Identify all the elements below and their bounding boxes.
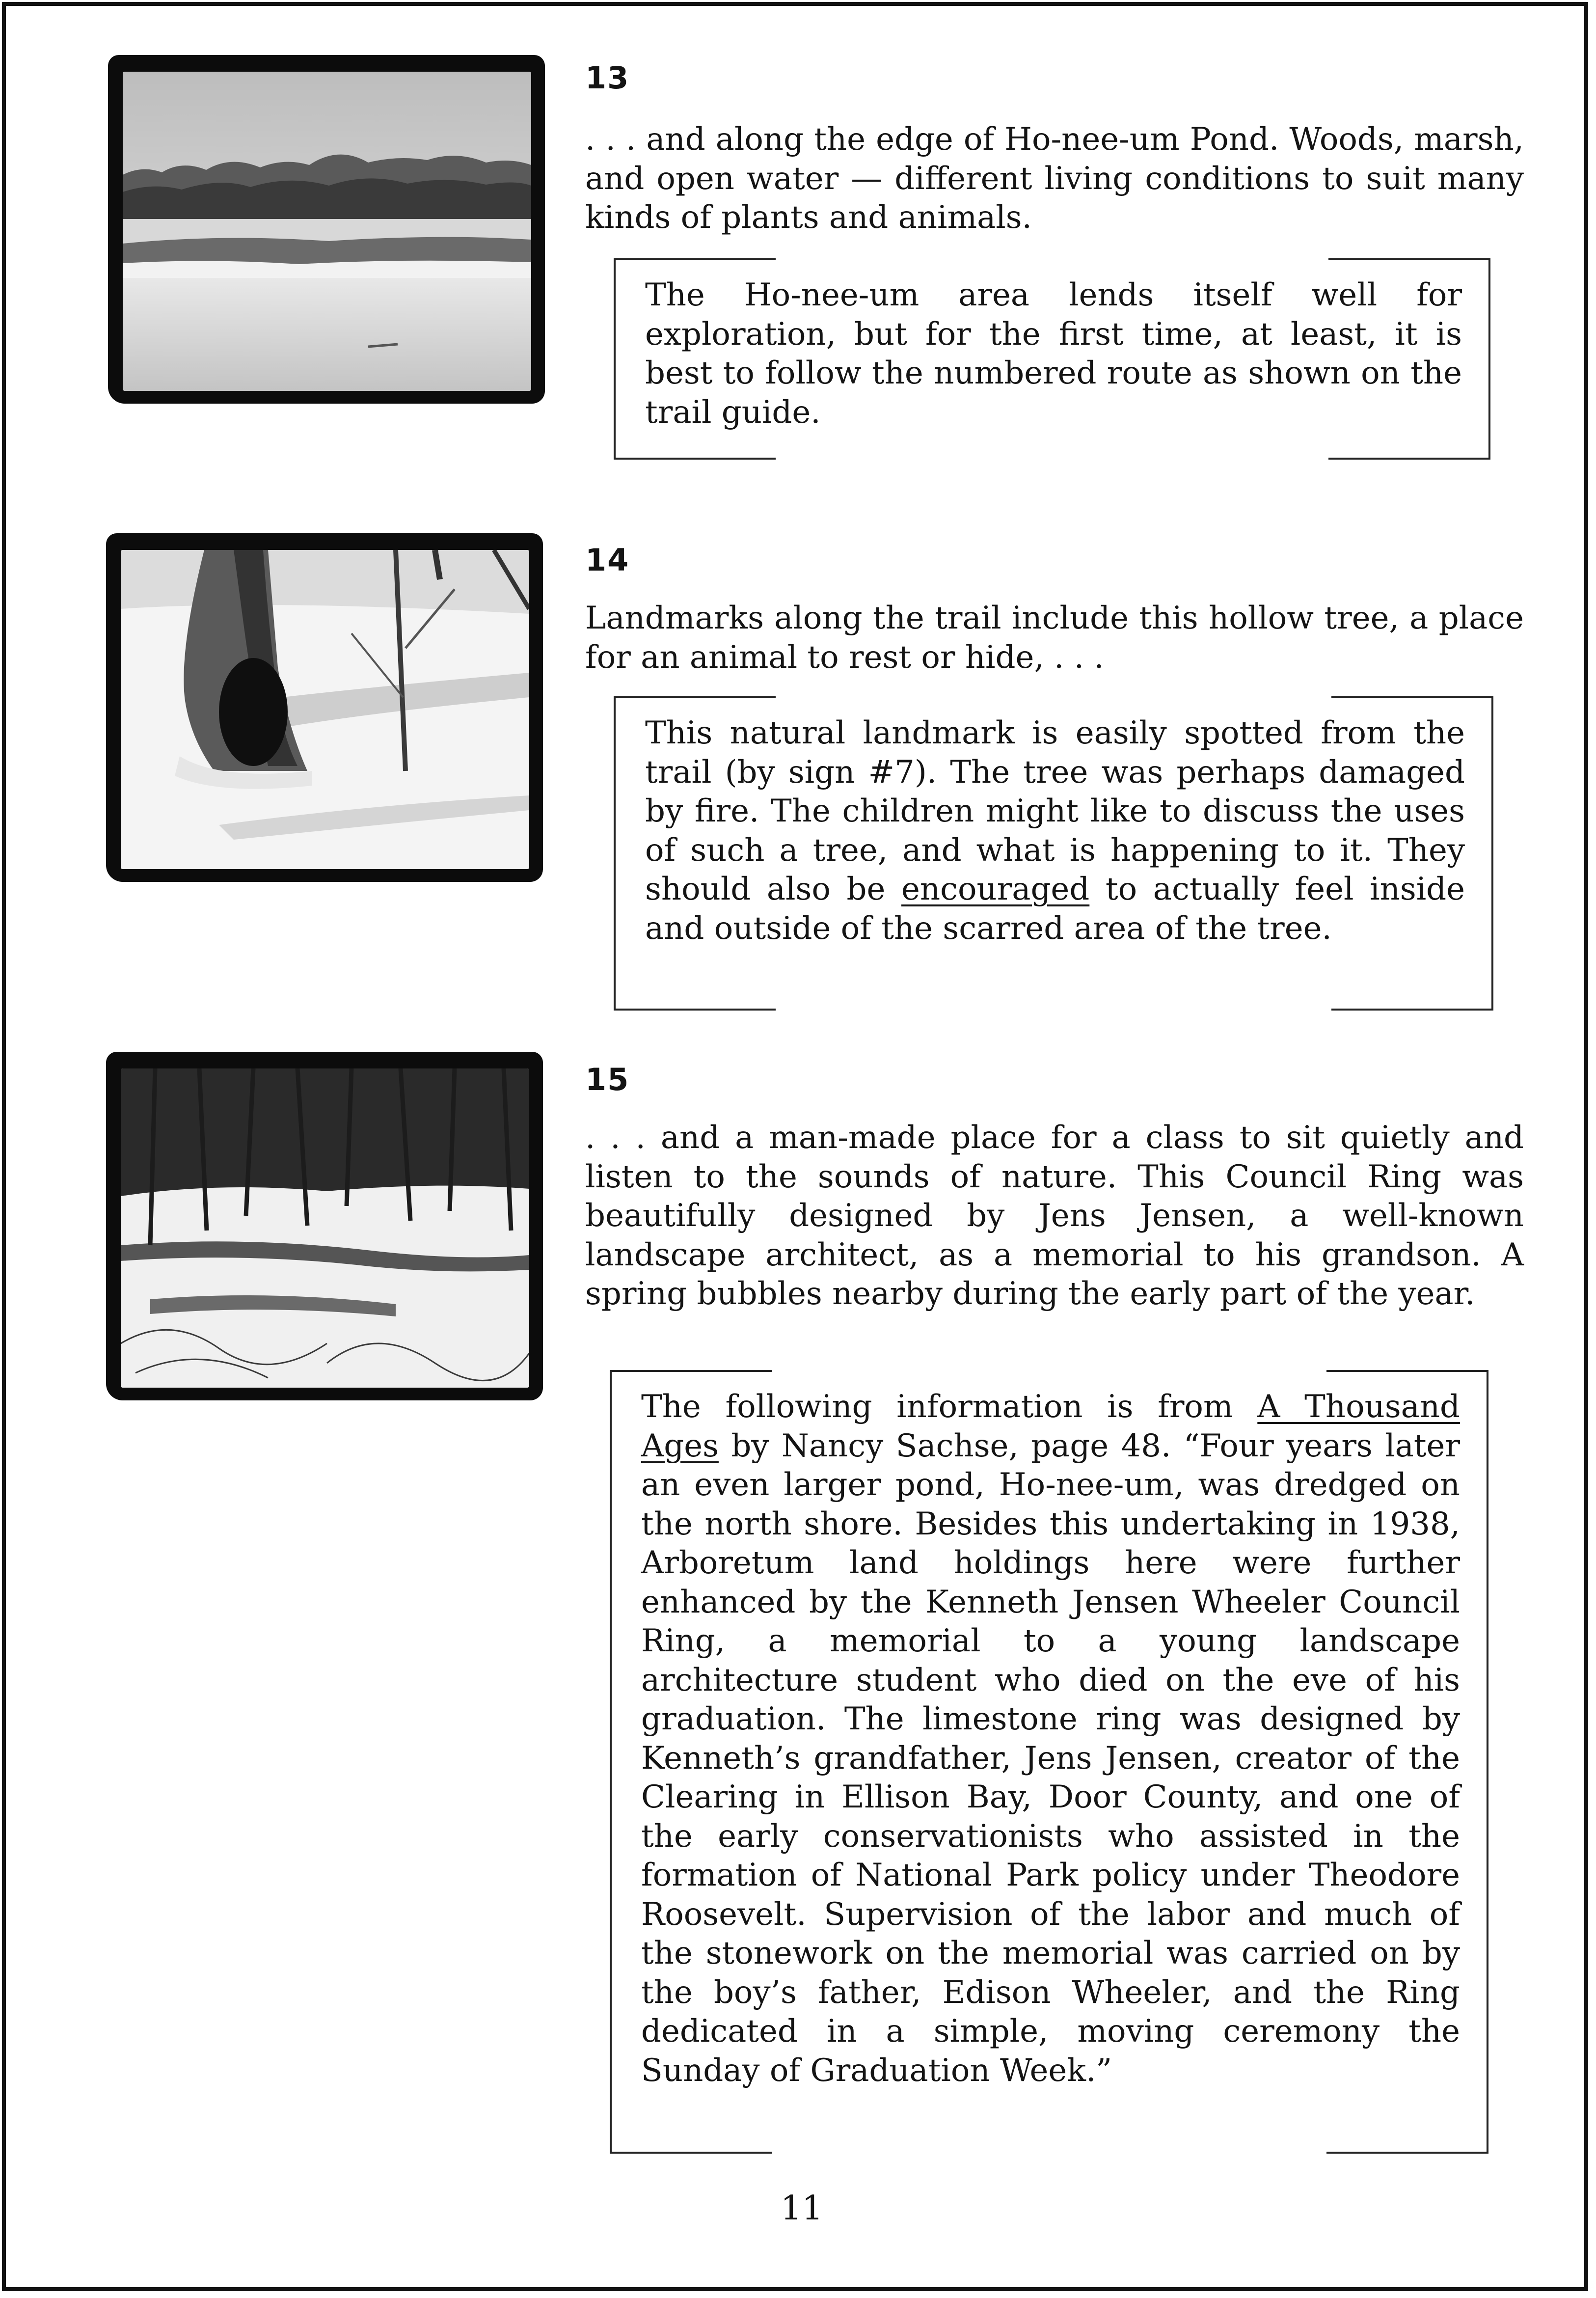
note-text-14-underlined: encouraged (901, 871, 1090, 907)
note-text-13: The Ho-nee-um area lends itself well for exploration, but for the first time, at least, it is best to follow the numbered route as shown on the trail guide. (645, 277, 1462, 431)
note-text-14-part-2: to actually feel inside and outside of the scarred area of the tree. (645, 871, 1465, 947)
teacher-note-13 (614, 258, 1490, 460)
book-title: A Thousand Ages (641, 1389, 1460, 1464)
caption-13: . . . and along the edge of Ho-nee-um Pond. Woods, marsh, and open water — different living conditions to suit many kinds of plants and animals. (585, 121, 1524, 236)
note-border-top-right (1328, 258, 1490, 260)
section-number-13: 13 (585, 60, 630, 96)
note-border-top-right (1331, 696, 1493, 698)
note-text-15-part-1: The following information is from (641, 1389, 1258, 1425)
council-ring-woods-photo (106, 1052, 543, 1400)
note-text-14-part-1: This natural landmark is easily spotted from the trail (by sign #7). The tree was perhaps damaged by fire. The children might like to discuss the uses of such a tree, and what is happening to it. They should also be (645, 715, 1465, 907)
caption-14: Landmarks along the trail include this hollow tree, a place for an animal to rest or hide, . . . (585, 600, 1524, 676)
teacher-note-14 (614, 696, 1493, 1011)
note-text-15 (641, 1388, 1460, 2090)
hollow-tree-photo (106, 533, 543, 882)
teacher-note-15 (610, 1370, 1488, 2154)
note-border-top-right (1326, 1370, 1488, 1372)
page-number: 11 (781, 2189, 823, 2228)
note-border-bottom-left (614, 1009, 776, 1011)
note-text-15-part-2: by Nancy Sachse, page 48. “Four years later an even larger pond, Ho-nee-um, was dredged on the north shore. Besides this undertaking in 1938, Arboretum land holdings here were further enhanced by the Kenneth Jensen Wheeler Council Ring, a memorial to a young landscape architecture student who died on the eve of his graduation. The limestone ring was designed by Kenneth’s grandfather, Jens Jensen, creator of the Clearing in Ellison Bay, Door County, and one of the early conservationists who assisted in the formation of National Park policy under Theodore Roosevelt. Supervision of the labor and much of the stonework on the memorial was carried on by the boy’s father, Edison Wheeler, and the Ring dedicated in a simple, moving ceremony the Sunday of Graduation Week.” (641, 1427, 1460, 2089)
winter-pond-photo (108, 55, 545, 404)
section-number-14: 14 (585, 542, 630, 578)
section-number-15: 15 (585, 1062, 630, 1097)
note-text-14 (645, 714, 1465, 948)
note-border-bottom-left (610, 2152, 772, 2154)
note-border-bottom-left (614, 458, 776, 460)
caption-15: . . . and a man-made place for a class to sit quietly and listen to the sounds of nature. This Council Ring was beautifully designed by Jens Jensen, a well-known landscape architect, as a memorial to his grandson. A spring bubbles nearby during the early part of the year. (585, 1120, 1524, 1312)
